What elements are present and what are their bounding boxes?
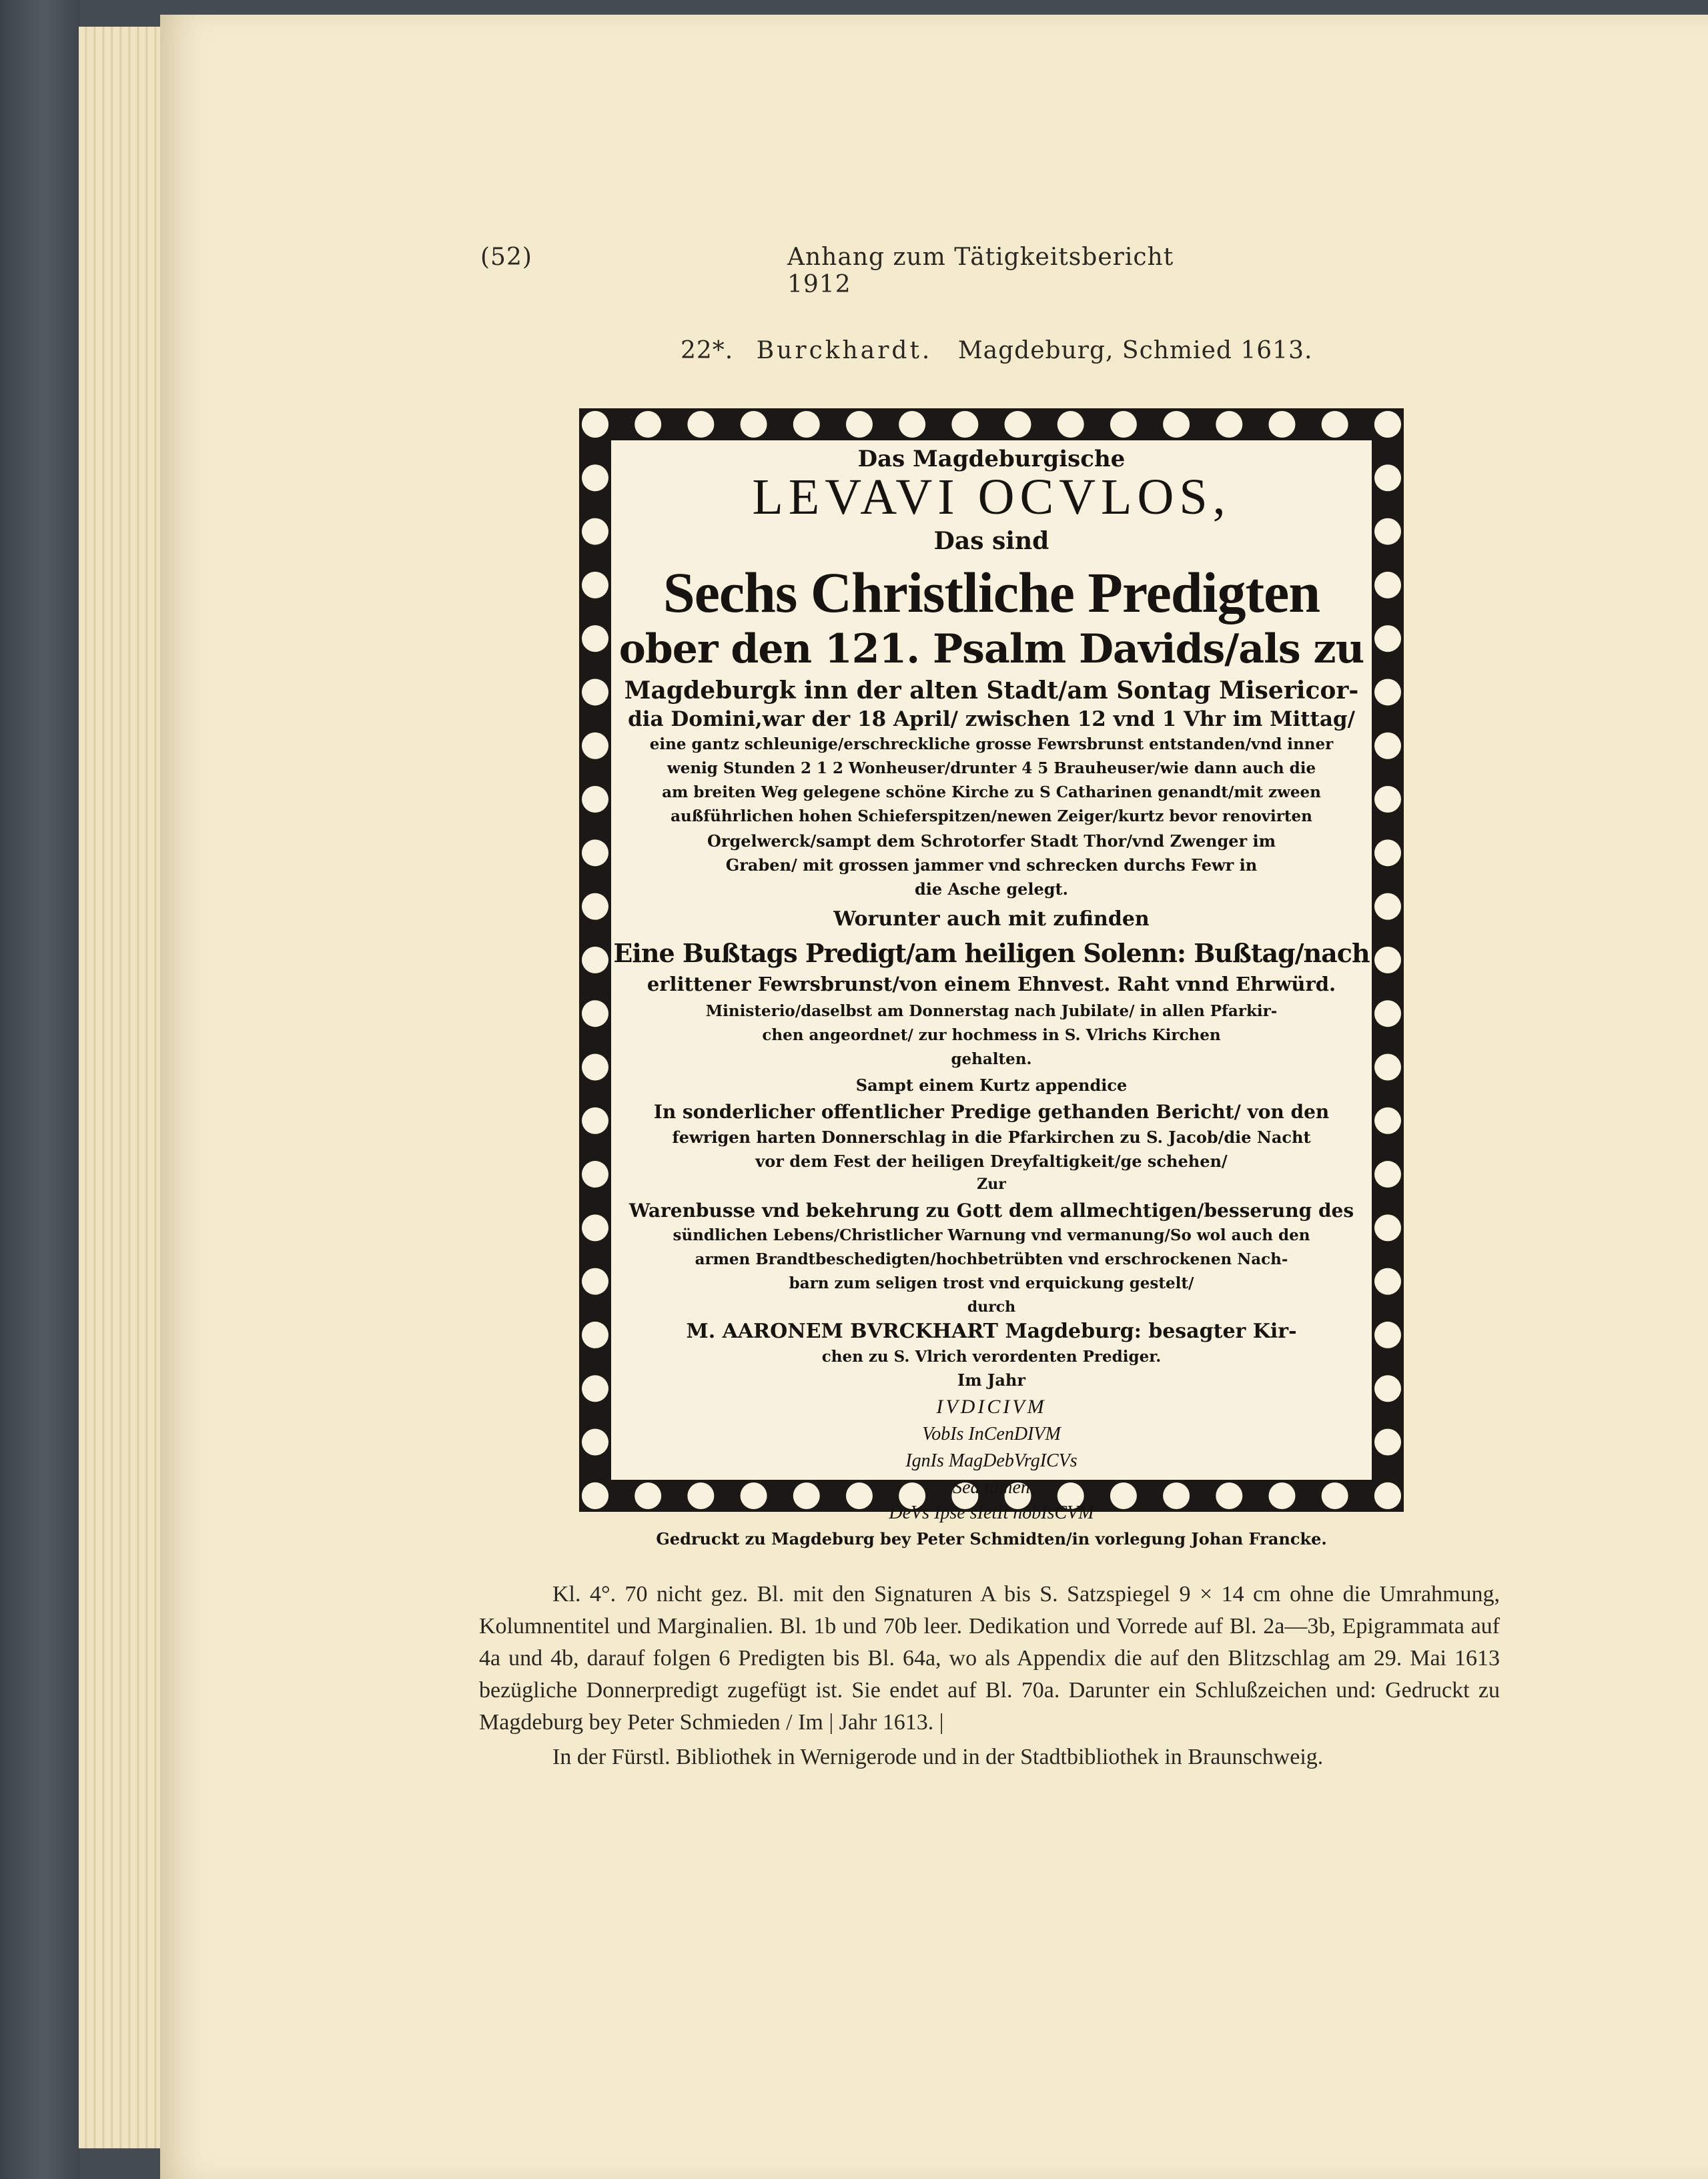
tp-line: Gedruckt zu Magdeburg bey Peter Schmidten/in vorlegung Johan Francke. (656, 1529, 1327, 1549)
tp-line: gehalten. (951, 1050, 1032, 1068)
tp-line: Sechs Christliche Predigten (663, 560, 1320, 624)
tp-line: IVDICIVM (936, 1396, 1047, 1418)
tp-line: Worunter auch mit zufinden (833, 907, 1150, 931)
tp-line: erlittener Fewrsbrunst/von einem Ehnvest. Raht vnnd Ehrwürd. (647, 973, 1336, 995)
tp-line: Magdeburgk inn der alten Stadt/am Sontag Misericor- (624, 677, 1359, 705)
tp-line: Ministerio/daselbst am Donnerstag nach Jubilate/ in allen Pfarkir- (705, 1002, 1278, 1020)
tp-line: die Asche gelegt. (914, 879, 1068, 899)
tp-line: außführlichen hohen Schieferspitzen/newen Zeiger/kurtz bevor renovirten (671, 807, 1312, 825)
tp-line: chen angeordnet/ zur hochmess in S. Vlrichs Kirchen (762, 1026, 1221, 1044)
tp-line: chen zu S. Vlrich verordenten Prediger. (821, 1348, 1162, 1366)
tp-line: DeVs Ipse sIetIt nobIsCVM (889, 1502, 1094, 1523)
tp-line: barn zum seligen trost vnd erquickung gestelt/ (789, 1274, 1194, 1292)
book-binding-edge (0, 0, 80, 2179)
tp-line: LEVAVI OCVLOS, (752, 469, 1231, 525)
tp-line: Graben/ mit grossen jammer vnd schrecken durchs Fewr in (725, 855, 1258, 875)
caption-number: 22*. (681, 337, 734, 364)
running-head (480, 244, 1201, 298)
tp-line: Zur (977, 1176, 1006, 1193)
tp-line: durch (967, 1298, 1016, 1316)
caption-author: Burckhardt. (756, 337, 933, 364)
tp-line: wenig Stunden 2 1 2 Wonheuser/drunter 4 5 Brauheuser/wie dann auch die (667, 759, 1316, 777)
tp-line: In sonderlicher offentlicher Predige gethanden Bericht/ von den (653, 1101, 1330, 1123)
tp-line: VobIs InCenDIVM (922, 1424, 1061, 1444)
tp-line: Orgelwerck/sampt dem Schrotorfer Stadt Thor/vnd Zwenger im (707, 831, 1276, 851)
tp-line: am breiten Weg gelegene schöne Kirche zu S Catharinen genandt/mit zween (662, 783, 1321, 801)
page-number: (52) (480, 244, 532, 271)
tp-line: Das Magdeburgische (857, 446, 1126, 472)
tp-line: armen Brandtbeschedigten/hochbetrübten vnd erschrockenen Nach- (695, 1250, 1288, 1268)
tp-line: Eine Bußtags Predigt/am heiligen Solenn: Bußtag/nach (613, 938, 1370, 968)
running-title: Anhang zum Tätigkeitsbericht 1912 (787, 244, 1174, 298)
tp-line: Sampt einem Kurtz appendice (855, 1075, 1128, 1095)
description-paragraph: Kl. 4°. 70 nicht gez. Bl. mit den Signaturen A bis S. Satzspiegel 9 × 14 cm ohne die Umrahmung, Kolumnentitel und Marginalien. Bl. 1b und 70b leer. Dedikation und Vorrede auf Bl. 2a—3b, Epigrammata auf 4a und 4b, darauf folgen 6 Predigten bis Bl. 64a, wo als Appendix die auf den Blitzschlag am 29. Mai 1613 bezügliche Donnerpredigt zugefügt ist. Sie endet auf Bl. 70a. Darunter ein Schlußzeichen und: Gedruckt zu Magdeburg bey Peter Schmieden / Im | Jahr 1613. | (479, 1582, 1500, 1735)
bibliographic-description (479, 1579, 1500, 1773)
tp-line: dia Domini,war der 18 April/ zwischen 12 vnd 1 Vhr im Mittag/ (628, 707, 1355, 731)
tp-line: Warenbusse vnd bekehrung zu Gott dem allmechtigen/besserung des (628, 1200, 1354, 1222)
tp-line: Das sind (933, 527, 1049, 555)
title-page-facsimile (579, 408, 1404, 1549)
tp-line: eine gantz schleunige/erschreckliche grosse Fewrsbrunst entstanden/vnd inner (649, 735, 1334, 753)
tp-line: Im Jahr (957, 1370, 1025, 1390)
tp-line: M. AARONEM BVRCKHART Magdeburg: besagter Kir- (686, 1320, 1297, 1343)
tp-line: sündlichen Lebens/Christlicher Warnung vnd vermanung/So wol auch den (673, 1226, 1310, 1244)
tp-line: fewrigen harten Donnerschlag in die Pfarkirchen zu S. Jacob/die Nacht (672, 1128, 1311, 1147)
tp-line: vor dem Fest der heiligen Dreyfaltigkeit/ge schehen/ (755, 1152, 1228, 1171)
holdings-paragraph: In der Fürstl. Bibliothek in Wernigerode und in der Stadtbibliothek in Braunschweig. (552, 1745, 1324, 1769)
figure-caption (681, 337, 1321, 364)
caption-place: Magdeburg, Schmied 1613. (957, 337, 1313, 364)
tp-line: ober den 121. Psalm Davids/als zu (618, 626, 1364, 673)
tp-line: Sed tamen (953, 1477, 1030, 1498)
tp-line: IgnIs MagDebVrgICVs (905, 1450, 1078, 1471)
